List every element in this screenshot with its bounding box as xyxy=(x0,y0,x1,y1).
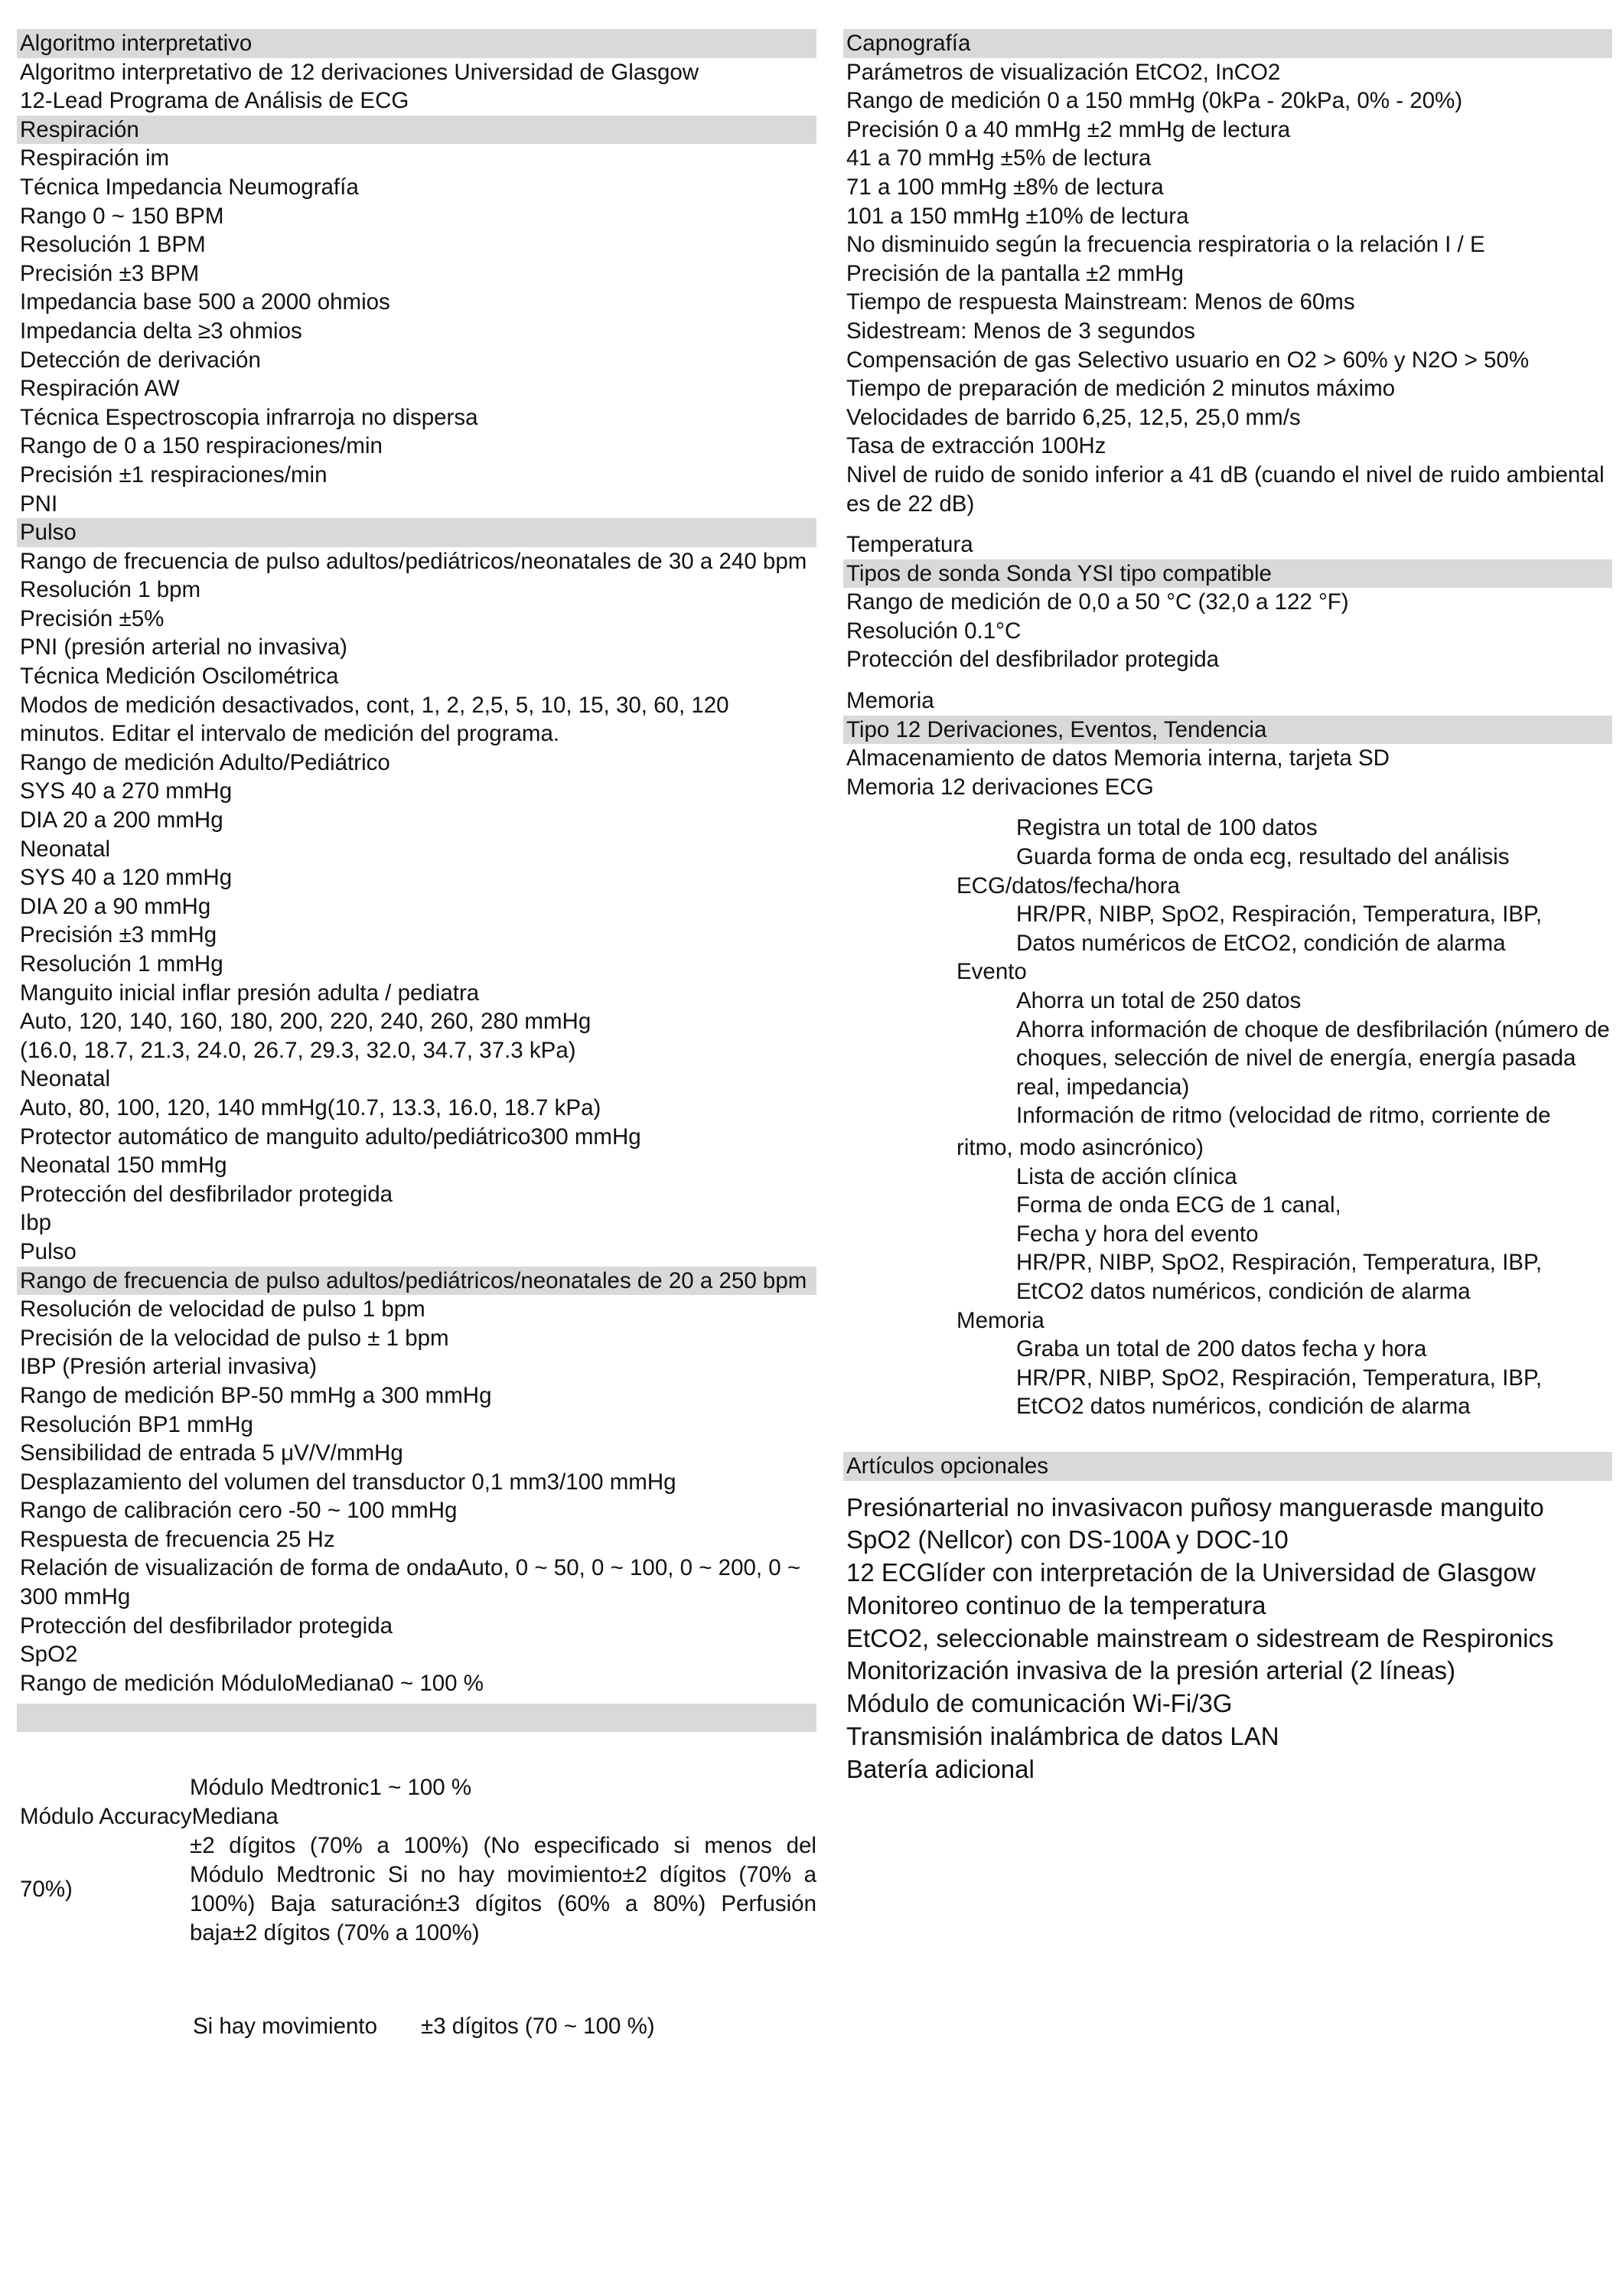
spo2-motion-label: Si hay movimiento xyxy=(193,2014,378,2040)
respiracion-line: Precisión ±1 respiraciones/min xyxy=(20,461,328,488)
section-label-memoria: Memoria xyxy=(846,688,934,714)
evento-line: EtCO2 datos numéricos, condición de alarma xyxy=(1016,1278,1471,1304)
opcional-item: Transmisión inalámbrica de datos LAN xyxy=(846,1722,1279,1751)
pulso-line: Resolución 1 bpm xyxy=(20,577,201,603)
capnografia-line: Nivel de ruido de sonido inferior a 41 dB (cuando el nivel de ruido ambiental es de 22 dB) xyxy=(846,461,1605,517)
capnografia-line: Velocidades de barrido 6,25, 12,5, 25,0 mm/s xyxy=(846,404,1301,430)
pulso2-line: Rango de calibración cero -50 ~ 100 mmHg xyxy=(20,1498,458,1524)
capnografia-line: Sidestream: Menos de 3 segundos xyxy=(846,318,1195,344)
memoria-ecg-line: Datos numéricos de EtCO2, condición de alarma xyxy=(1016,930,1506,956)
respiracion-line: Detección de derivación xyxy=(20,347,261,373)
right-column xyxy=(843,29,1612,1786)
pulso2-line: Respuesta de frecuencia 25 Hz xyxy=(20,1526,335,1552)
spo2-motion-value: ±3 dígitos (70 ~ 100 %) xyxy=(421,2014,655,2040)
evento-line: Información de ritmo (velocidad de ritmo, corriente de xyxy=(1016,1103,1551,1129)
respiracion-line: Impedancia delta ≥3 ohmios xyxy=(20,318,302,344)
pulso-line: Precisión ±3 mmHg xyxy=(20,922,217,948)
respiracion-line: Técnica Impedancia Neumografía xyxy=(20,174,359,200)
pulso-line: Neonatal 150 mmHg xyxy=(20,1153,227,1179)
memoria-ecg-line: Registra un total de 100 datos xyxy=(1016,815,1318,841)
spo2-accuracy-note: 70%) xyxy=(20,1877,73,1903)
pulso-line: Rango de medición Adulto/Pediátrico xyxy=(20,749,390,775)
respiracion-line: Respiración AW xyxy=(20,376,180,402)
section-header-opcionales: Artículos opcionales xyxy=(843,1452,1612,1481)
pulso-line: DIA 20 a 90 mmHg xyxy=(20,893,211,919)
pulso-line: Auto, 80, 100, 120, 140 mmHg(10.7, 13.3, 16.0, 18.7 kPa) xyxy=(20,1094,601,1120)
spo2-motion-row xyxy=(17,2012,816,2041)
pulso2-line: Rango de medición BP-50 mmHg a 300 mmHg xyxy=(20,1382,492,1408)
pulso2-line: Relación de visualización de forma de ondaAuto, 0 ~ 50, 0 ~ 100, 0 ~ 200, 0 ~ 300 mmHg xyxy=(20,1555,801,1610)
temperatura-line: Protección del desfibrilador protegida xyxy=(846,647,1220,673)
pulso-line: Modos de medición desactivados, cont, 1, 2, 2,5, 5, 10, 15, 30, 60, 120 minutos. Editar el intervalo de medición del programa. xyxy=(20,692,729,747)
capnografia-line: Parámetros de visualización EtCO2, InCO2 xyxy=(846,59,1281,85)
pulso-line: Protección del desfibrilador protegida xyxy=(20,1181,393,1207)
pulso-line: Auto, 120, 140, 160, 180, 200, 220, 240, 260, 280 mmHg xyxy=(20,1009,592,1035)
pulso-line: Neonatal xyxy=(20,1066,111,1092)
respiracion-line: Precisión ±3 BPM xyxy=(20,260,200,286)
evento-line: Ahorra información de choque de desfibrilación (número de choques, selección de nivel de energía, energía pasada real, impedancia) xyxy=(1016,1016,1610,1100)
capnografia-line: Rango de medición 0 a 150 mmHg (0kPa - 20kPa, 0% - 20%) xyxy=(846,88,1463,114)
respiracion-line: Impedancia base 500 a 2000 ohmios xyxy=(20,289,390,315)
memoria-ecg-line: ECG/datos/fecha/hora xyxy=(957,872,1180,899)
spo2-cell-empty xyxy=(17,1773,190,1802)
evento-line: Fecha y hora del evento xyxy=(1016,1221,1259,1247)
section-label-pulso: Pulso xyxy=(20,1238,77,1264)
spo2-accuracy-label: Módulo AccuracyMediana xyxy=(20,1804,279,1830)
pulso2-line: Resolución BP1 mmHg xyxy=(20,1411,253,1437)
capnografia-line: 71 a 100 mmHg ±8% de lectura xyxy=(846,174,1164,200)
spo2-medtronic-range: Módulo Medtronic1 ~ 100 % xyxy=(190,1775,472,1801)
section-header-respiracion: Respiración xyxy=(17,116,816,145)
pulso-line: Neonatal xyxy=(20,836,111,862)
pulso-line: (16.0, 18.7, 21.3, 24.0, 26.7, 29.3, 32.0, 34.7, 37.3 kPa) xyxy=(20,1037,576,1063)
memoria-sub-title: Memoria xyxy=(957,1307,1045,1333)
section-header-capnografia: Capnografía xyxy=(843,29,1612,58)
pulso-line: DIA 20 a 200 mmHg xyxy=(20,807,223,833)
memoria-sub-line: HR/PR, NIBP, SpO2, Respiración, Temperatura, IBP, xyxy=(1016,1365,1543,1391)
memoria-line: Almacenamiento de datos Memoria interna, tarjeta SD xyxy=(846,745,1390,771)
evento-line: Lista de acción clínica xyxy=(1016,1163,1237,1189)
respiracion-line: Rango de 0 a 150 respiraciones/min xyxy=(20,433,383,459)
left-column xyxy=(17,29,816,2041)
memoria-line: Memoria 12 derivaciones ECG xyxy=(846,774,1154,800)
temperatura-line: Rango de medición de 0,0 a 50 °C (32,0 a 122 °F) xyxy=(846,589,1349,615)
memoria-ecg-line: Guarda forma de onda ecg, resultado del análisis xyxy=(1016,844,1510,870)
memoria-ecg-line: HR/PR, NIBP, SpO2, Respiración, Temperatura, IBP, xyxy=(1016,902,1543,928)
pulso2-line: Sensibilidad de entrada 5 μV/V/mmHg xyxy=(20,1440,403,1466)
pulso-line: PNI (presión arterial no invasiva) xyxy=(20,634,347,660)
pulso-line: Precisión ±5% xyxy=(20,605,165,631)
evento-line: ritmo, modo asincrónico) xyxy=(957,1134,1204,1160)
capnografia-line: Precisión de la pantalla ±2 mmHg xyxy=(846,260,1184,286)
spo2-accuracy-detail: ±2 dígitos (70% a 100%) (No especificado si menos del Módulo Medtronic Si no hay movimiento±2 dígitos (70% a 100%) Baja saturación±3 dígitos (60% a 80%) Perfusión baja±2 dígitos (70% a 100%) xyxy=(190,1833,816,1946)
capnografia-line: Precisión 0 a 40 mmHg ±2 mmHg de lectura xyxy=(846,116,1291,142)
memoria-sub-line: Graba un total de 200 datos fecha y hora xyxy=(1016,1336,1427,1362)
opcional-item: Presiónarterial no invasivacon puñosy manguerasde manguito xyxy=(846,1492,1544,1521)
spo2-accuracy-table xyxy=(17,1773,816,1948)
opcional-item: Monitoreo continuo de la temperatura xyxy=(846,1590,1266,1619)
pulso2-line: SpO2 xyxy=(20,1642,78,1668)
capnografia-line: 101 a 150 mmHg ±10% de lectura xyxy=(846,203,1189,229)
pulso-line: Protector automático de manguito adulto/pediátrico300 mmHg xyxy=(20,1124,641,1150)
respiracion-line: Resolución 1 BPM xyxy=(20,232,206,258)
section-header-memoria: Tipo 12 Derivaciones, Eventos, Tendencia xyxy=(843,716,1612,745)
respiracion-line: Técnica Espectroscopia infrarroja no dispersa xyxy=(20,404,478,430)
opcional-item: Batería adicional xyxy=(846,1754,1035,1783)
empty-header-bar xyxy=(17,1704,816,1732)
pulso-line: SYS 40 a 270 mmHg xyxy=(20,778,233,804)
capnografia-line: Tasa de extracción 100Hz xyxy=(846,433,1106,459)
temperatura-line: Resolución 0.1°C xyxy=(846,618,1022,644)
capnografia-line: Tiempo de preparación de medición 2 minutos máximo xyxy=(846,376,1396,402)
capnografia-line: Compensación de gas Selectivo usuario en O2 > 60% y N2O > 50% xyxy=(846,347,1530,373)
pulso-line: Resolución 1 mmHg xyxy=(20,951,223,977)
pulso-line: Rango de frecuencia de pulso adultos/pediátricos/neonatales de 30 a 240 bpm xyxy=(20,548,807,574)
opcional-item: EtCO2, seleccionable mainstream o sidestream de Respironics xyxy=(846,1623,1554,1652)
opcional-item: Módulo de comunicación Wi-Fi/3G xyxy=(846,1689,1233,1718)
algoritmo-line: 12-Lead Programa de Análisis de ECG xyxy=(20,88,409,114)
evento-title: Evento xyxy=(957,959,1027,985)
capnografia-line: No disminuido según la frecuencia respiratoria o la relación I / E xyxy=(846,232,1485,258)
respiracion-line: PNI xyxy=(20,491,58,517)
section-header-temperatura: Tipos de sonda Sonda YSI tipo compatible xyxy=(843,559,1612,589)
memoria-sub-line: EtCO2 datos numéricos, condición de alarma xyxy=(1016,1394,1471,1420)
capnografia-line: 41 a 70 mmHg ±5% de lectura xyxy=(846,145,1152,171)
pulso2-line: Desplazamiento del volumen del transductor 0,1 mm3/100 mmHg xyxy=(20,1469,676,1495)
algoritmo-line: Algoritmo interpretativo de 12 derivaciones Universidad de Glasgow xyxy=(20,59,699,85)
opcional-item: 12 ECGlíder con interpretación de la Universidad de Glasgow xyxy=(846,1558,1536,1587)
opcional-item: SpO2 (Nellcor) con DS-100A y DOC-10 xyxy=(846,1525,1289,1554)
opcional-item: Monitorización invasiva de la presión arterial (2 líneas) xyxy=(846,1656,1456,1685)
pulso-line: SYS 40 a 120 mmHg xyxy=(20,865,233,891)
pulso-line: Manguito inicial inflar presión adulta / pediatra xyxy=(20,980,480,1006)
pulso2-line: Resolución de velocidad de pulso 1 bpm xyxy=(20,1296,425,1322)
pulso2-line: Precisión de la velocidad de pulso ± 1 bpm xyxy=(20,1325,449,1351)
section-header-pulso-rango: Rango de frecuencia de pulso adultos/pediátricos/neonatales de 20 a 250 bpm xyxy=(17,1267,816,1296)
evento-line: HR/PR, NIBP, SpO2, Respiración, Temperatura, IBP, xyxy=(1016,1250,1543,1276)
evento-line: Ahorra un total de 250 datos xyxy=(1016,988,1302,1013)
capnografia-line: Tiempo de respuesta Mainstream: Menos de 60ms xyxy=(846,289,1355,315)
respiracion-line: Respiración im xyxy=(20,145,170,171)
respiracion-line: Rango 0 ~ 150 BPM xyxy=(20,203,224,229)
pulso2-line: IBP (Presión arterial invasiva) xyxy=(20,1354,318,1380)
section-header-algoritmo: Algoritmo interpretativo xyxy=(17,29,816,58)
section-label-temperatura: Temperatura xyxy=(846,532,973,558)
pulso2-line: Rango de medición MóduloMediana0 ~ 100 % xyxy=(20,1670,484,1696)
pulso-line: Técnica Medición Oscilométrica xyxy=(20,664,339,690)
pulso2-line: Protección del desfibrilador protegida xyxy=(20,1613,393,1639)
pulso-line: Ibp xyxy=(20,1210,52,1236)
evento-line: Forma de onda ECG de 1 canal, xyxy=(1016,1192,1341,1218)
section-header-pulso: Pulso xyxy=(17,518,816,547)
